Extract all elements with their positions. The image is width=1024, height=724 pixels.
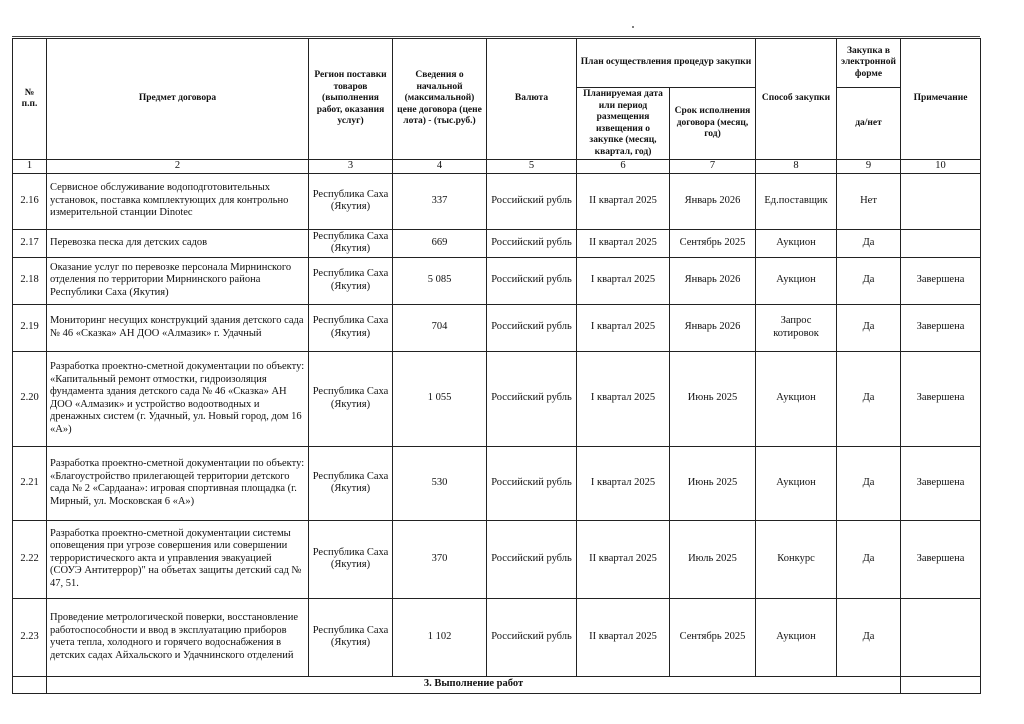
cell-currency: Российский рубль bbox=[487, 257, 577, 304]
column-number: 9 bbox=[837, 160, 901, 174]
header-note: Примечание bbox=[901, 39, 981, 160]
cell-subject: Разработка проектно-сметной документации по объекту: «Капитальный ремонт отмостки, гидроизоляция фундамента здания детского сада № 46 «Сказка» АН ДОО «Алмазик» и устройство водоотводных и дренажных систем (г. Удачный, ул. Новый город, дом 16 «А») bbox=[47, 351, 309, 446]
cell-plan-date: I квартал 2025 bbox=[577, 257, 670, 304]
column-number: 3 bbox=[309, 160, 393, 174]
cell-plan-date: II квартал 2025 bbox=[577, 173, 670, 229]
cell-subject: Разработка проектно-сметной документации по объекту: «Благоустройство прилегающей территории детского сада № 2 «Сардаана»: игровая спортивная площадка (г. Мирный, ул. Московская 6 «А») bbox=[47, 446, 309, 520]
table-row bbox=[13, 304, 981, 351]
table-body bbox=[13, 173, 981, 693]
top-rule bbox=[12, 36, 980, 37]
cell-term: Январь 2026 bbox=[670, 304, 756, 351]
cell-currency: Российский рубль bbox=[487, 520, 577, 598]
cell-method: Ед.поставщик bbox=[756, 173, 837, 229]
cell-term: Январь 2026 bbox=[670, 173, 756, 229]
procurement-table bbox=[12, 38, 981, 694]
cell-subject: Перевозка песка для детских садов bbox=[47, 229, 309, 257]
table-row bbox=[13, 173, 981, 229]
header-subject: Предмет договора bbox=[47, 39, 309, 160]
column-number: 6 bbox=[577, 160, 670, 174]
cell-method: Запрос котировок bbox=[756, 304, 837, 351]
cell-price: 337 bbox=[393, 173, 487, 229]
cell-plan-date: II квартал 2025 bbox=[577, 229, 670, 257]
cell-plan-date: I квартал 2025 bbox=[577, 351, 670, 446]
cell-currency: Российский рубль bbox=[487, 173, 577, 229]
cell-num: 2.18 bbox=[13, 257, 47, 304]
column-number: 4 bbox=[393, 160, 487, 174]
cell-note bbox=[901, 229, 981, 257]
cell-subject: Сервисное обслуживание водоподготовительных установок, поставка комплектующих для контрольно измерительной станции Dinotec bbox=[47, 173, 309, 229]
cell-note: Завершена bbox=[901, 351, 981, 446]
section-title: 3. Выполнение работ bbox=[47, 676, 901, 693]
cell-plan-date: II квартал 2025 bbox=[577, 598, 670, 676]
table-row bbox=[13, 598, 981, 676]
cell-electronic: Нет bbox=[837, 173, 901, 229]
cell-note bbox=[901, 598, 981, 676]
cell-note: Завершена bbox=[901, 520, 981, 598]
cell-num: 2.16 bbox=[13, 173, 47, 229]
table-row bbox=[13, 229, 981, 257]
cell-region: Республика Саха (Якутия) bbox=[309, 229, 393, 257]
cell-region: Республика Саха (Якутия) bbox=[309, 257, 393, 304]
cell-region: Республика Саха (Якутия) bbox=[309, 520, 393, 598]
cell-note: Завершена bbox=[901, 446, 981, 520]
cell-price: 370 bbox=[393, 520, 487, 598]
cell-electronic: Да bbox=[837, 304, 901, 351]
cell-currency: Российский рубль bbox=[487, 351, 577, 446]
table-row bbox=[13, 351, 981, 446]
header-electronic-sub: да/нет bbox=[837, 88, 901, 160]
cell-electronic: Да bbox=[837, 598, 901, 676]
header-plan-group: План осуществления процедур закупки bbox=[577, 39, 756, 88]
cell-subject: Оказание услуг по перевозке персонала Мирнинского отделения по территории Мирнинского района Республики Саха (Якутия) bbox=[47, 257, 309, 304]
cell-term: Сентябрь 2025 bbox=[670, 598, 756, 676]
cell-term: Июль 2025 bbox=[670, 520, 756, 598]
column-number: 7 bbox=[670, 160, 756, 174]
cell-term: Июнь 2025 bbox=[670, 351, 756, 446]
cell-electronic: Да bbox=[837, 229, 901, 257]
column-number: 1 bbox=[13, 160, 47, 174]
cell-method: Конкурс bbox=[756, 520, 837, 598]
cell-price: 5 085 bbox=[393, 257, 487, 304]
column-number: 10 bbox=[901, 160, 981, 174]
section-empty-cell bbox=[13, 676, 47, 693]
cell-method: Аукцион bbox=[756, 351, 837, 446]
cell-plan-date: I квартал 2025 bbox=[577, 304, 670, 351]
table-row bbox=[13, 520, 981, 598]
cell-method: Аукцион bbox=[756, 257, 837, 304]
header-price: Сведения о начальной (максимальной) цене договора (цене лота) - (тыс.руб.) bbox=[393, 39, 487, 160]
cell-note: Завершена bbox=[901, 304, 981, 351]
section-empty-cell bbox=[901, 676, 981, 693]
cell-electronic: Да bbox=[837, 351, 901, 446]
cell-term: Январь 2026 bbox=[670, 257, 756, 304]
cell-price: 530 bbox=[393, 446, 487, 520]
cell-num: 2.19 bbox=[13, 304, 47, 351]
cell-region: Республика Саха (Якутия) bbox=[309, 304, 393, 351]
header-term: Срок исполнения договора (месяц, год) bbox=[670, 88, 756, 160]
cell-note: Завершена bbox=[901, 257, 981, 304]
scan-speck bbox=[632, 26, 634, 28]
cell-price: 669 bbox=[393, 229, 487, 257]
cell-currency: Российский рубль bbox=[487, 304, 577, 351]
header-method: Способ закупки bbox=[756, 39, 837, 160]
procurement-plan-sheet bbox=[12, 38, 980, 694]
cell-num: 2.17 bbox=[13, 229, 47, 257]
cell-method: Аукцион bbox=[756, 598, 837, 676]
column-number: 5 bbox=[487, 160, 577, 174]
cell-currency: Российский рубль bbox=[487, 446, 577, 520]
header-num: № п.п. bbox=[13, 39, 47, 160]
cell-method: Аукцион bbox=[756, 229, 837, 257]
cell-term: Сентябрь 2025 bbox=[670, 229, 756, 257]
cell-num: 2.21 bbox=[13, 446, 47, 520]
cell-num: 2.22 bbox=[13, 520, 47, 598]
table-row bbox=[13, 257, 981, 304]
cell-region: Республика Саха (Якутия) bbox=[309, 351, 393, 446]
cell-num: 2.23 bbox=[13, 598, 47, 676]
column-number: 8 bbox=[756, 160, 837, 174]
column-number: 2 bbox=[47, 160, 309, 174]
cell-electronic: Да bbox=[837, 446, 901, 520]
cell-price: 704 bbox=[393, 304, 487, 351]
cell-price: 1 102 bbox=[393, 598, 487, 676]
cell-num: 2.20 bbox=[13, 351, 47, 446]
cell-electronic: Да bbox=[837, 520, 901, 598]
cell-currency: Российский рубль bbox=[487, 229, 577, 257]
section-row bbox=[13, 676, 981, 693]
cell-subject: Мониторинг несущих конструкций здания детского сада № 46 «Сказка» АН ДОО «Алмазик» г. Удачный bbox=[47, 304, 309, 351]
header-electronic-group: Закупка в электронной форме bbox=[837, 39, 901, 88]
header-plan-date: Планируемая дата или период размещения извещения о закупке (месяц, квартал, год) bbox=[577, 88, 670, 160]
cell-subject: Разработка проектно-сметной документации системы оповещения при угрозе совершения или совершении террористического акта и управления эвакуацией (СОУЭ Антитеррор)" на объетах защиты детский сад № 47, 51. bbox=[47, 520, 309, 598]
cell-price: 1 055 bbox=[393, 351, 487, 446]
cell-region: Республика Саха (Якутия) bbox=[309, 598, 393, 676]
table-row bbox=[13, 446, 981, 520]
cell-region: Республика Саха (Якутия) bbox=[309, 446, 393, 520]
cell-plan-date: II квартал 2025 bbox=[577, 520, 670, 598]
table-header bbox=[13, 39, 981, 174]
cell-electronic: Да bbox=[837, 257, 901, 304]
column-number-row bbox=[13, 160, 981, 174]
cell-note bbox=[901, 173, 981, 229]
cell-region: Республика Саха (Якутия) bbox=[309, 173, 393, 229]
cell-method: Аукцион bbox=[756, 446, 837, 520]
cell-currency: Российский рубль bbox=[487, 598, 577, 676]
cell-subject: Проведение метрологической поверки, восстановление работоспособности и ввод в эксплуатацию приборов учета тепла, холодного и горячего водоснабжения в детских садах Айхальского и Удачнинского отделений bbox=[47, 598, 309, 676]
header-currency: Валюта bbox=[487, 39, 577, 160]
header-region: Регион поставки товаров (выполнения работ, оказания услуг) bbox=[309, 39, 393, 160]
cell-plan-date: I квартал 2025 bbox=[577, 446, 670, 520]
cell-term: Июнь 2025 bbox=[670, 446, 756, 520]
